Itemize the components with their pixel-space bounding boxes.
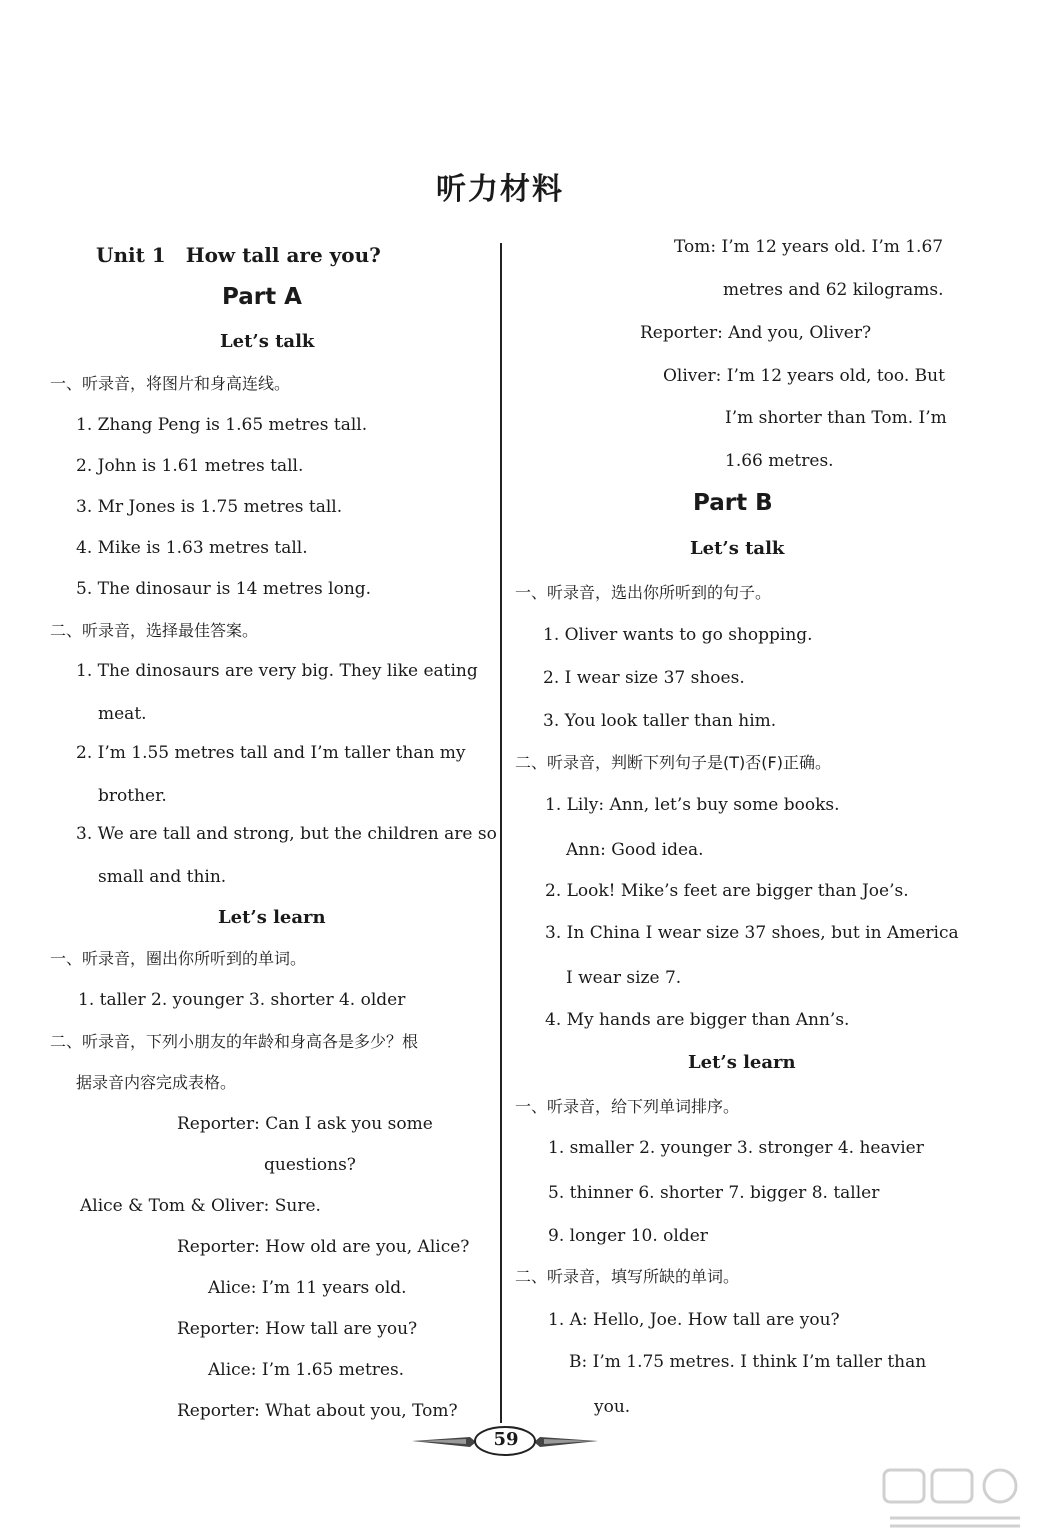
word-list: 5. thinner 6. shorter 7. bigger 8. taller: [548, 1183, 880, 1203]
list-item-continued: brother.: [98, 786, 167, 806]
section-heading: 一、听录音，给下列单词排序。: [515, 1097, 740, 1116]
section-heading: 一、听录音，圈出你所听到的单词。: [50, 949, 307, 968]
dialogue-line: B: I’m 1.75 metres. I think I’m taller than: [569, 1352, 927, 1372]
part-b-heading: Part B: [693, 490, 773, 516]
word-list: 9. longer 10. older: [548, 1226, 708, 1246]
lets-talk-heading: Let’s talk: [690, 538, 785, 559]
dialogue-line-continued: metres and 62 kilograms.: [723, 280, 944, 300]
section-heading: 二、听录音，判断下列句子是(T)否(F)正确。: [515, 753, 831, 772]
list-item: 2. I wear size 37 shoes.: [543, 668, 745, 688]
watermark-logo-icon: [880, 1466, 1030, 1532]
dialogue-line: Reporter: How old are you, Alice?: [177, 1237, 470, 1257]
section-heading: 一、听录音，选出你所听到的句子。: [515, 583, 772, 602]
dialogue-line: Alice: I’m 1.65 metres.: [208, 1360, 405, 1380]
section-heading: 二、听录音，下列小朋友的年龄和身高各是多少？根: [50, 1032, 419, 1051]
list-item: 2. John is 1.61 metres tall.: [76, 456, 304, 476]
dialogue-line: Oliver: I’m 12 years old, too. But: [663, 366, 945, 386]
unit-heading: Unit 1 How tall are you?: [96, 243, 381, 267]
list-item-continued: meat.: [98, 704, 147, 724]
list-item: 3. You look taller than him.: [543, 711, 777, 731]
list-item: 1. Lily: Ann, let’s buy some books.: [545, 795, 840, 815]
lets-learn-heading: Let’s learn: [688, 1052, 796, 1073]
section-heading-continued: 据录音内容完成表格。: [76, 1073, 237, 1092]
list-item: 2. Look! Mike’s feet are bigger than Joe’s.: [545, 881, 909, 901]
list-item: 4. Mike is 1.63 metres tall.: [76, 538, 308, 558]
page-title: 听力材料: [436, 172, 564, 207]
lets-talk-heading: Let’s talk: [220, 331, 315, 352]
word-list: 1. smaller 2. younger 3. stronger 4. heavier: [548, 1138, 924, 1158]
dialogue-line: Reporter: Can I ask you some: [177, 1114, 433, 1134]
list-item: 3. In China I wear size 37 shoes, but in America: [545, 923, 959, 943]
dialogue-line: Alice: I’m 11 years old.: [208, 1278, 407, 1298]
list-item-continued: Ann: Good idea.: [566, 840, 704, 860]
list-item-continued: I wear size 7.: [566, 968, 682, 988]
list-item: 2. I’m 1.55 metres tall and I’m taller than my: [76, 743, 466, 763]
column-divider: [500, 243, 502, 1423]
dialogue-line: Reporter: And you, Oliver?: [640, 323, 872, 343]
list-item: 1. Oliver wants to go shopping.: [543, 625, 813, 645]
dialogue-line-continued: you.: [594, 1397, 631, 1417]
dialogue-line: Tom: I’m 12 years old. I’m 1.67: [674, 237, 944, 257]
list-item: 3. Mr Jones is 1.75 metres tall.: [76, 497, 343, 517]
lets-learn-heading: Let’s learn: [218, 907, 326, 928]
dialogue-line: Reporter: What about you, Tom?: [177, 1401, 458, 1421]
dialogue-line: Reporter: How tall are you?: [177, 1319, 418, 1339]
word-list: 1. taller 2. younger 3. shorter 4. older: [78, 990, 406, 1010]
dialogue-line: 1. A: Hello, Joe. How tall are you?: [548, 1310, 840, 1330]
list-item-continued: small and thin.: [98, 867, 227, 887]
dialogue-line: Alice & Tom & Oliver: Sure.: [80, 1196, 321, 1216]
dialogue-line-continued: questions?: [264, 1155, 356, 1175]
section-heading: 一、听录音，将图片和身高连线。: [50, 374, 291, 393]
list-item: 3. We are tall and strong, but the children are so: [76, 824, 497, 844]
list-item: 4. My hands are bigger than Ann’s.: [545, 1010, 850, 1030]
page-number: 59: [493, 1429, 519, 1450]
section-heading: 二、听录音，填写所缺的单词。: [515, 1267, 740, 1286]
section-heading: 二、听录音，选择最佳答案。: [50, 621, 259, 640]
list-item: 5. The dinosaur is 14 metres long.: [76, 579, 372, 599]
list-item: 1. The dinosaurs are very big. They like eating: [76, 661, 478, 681]
dialogue-line-continued: I’m shorter than Tom. I’m: [725, 408, 947, 428]
part-a-heading: Part A: [222, 284, 302, 310]
list-item: 1. Zhang Peng is 1.65 metres tall.: [76, 415, 368, 435]
dialogue-line-continued: 1.66 metres.: [725, 451, 834, 471]
